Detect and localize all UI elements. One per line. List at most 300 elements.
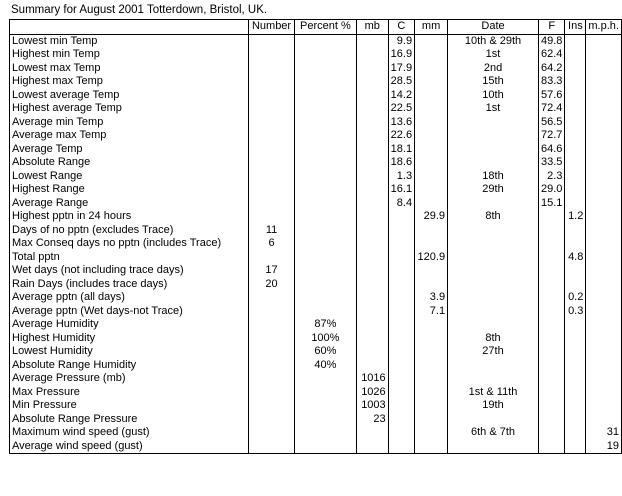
cell-c: 17.9 — [388, 62, 414, 76]
cell-percent — [295, 170, 357, 184]
cell-mb — [356, 183, 388, 197]
cell-c — [388, 440, 414, 454]
cell-number — [249, 399, 295, 413]
cell-mph — [586, 318, 622, 332]
header-row — [10, 20, 622, 35]
cell-f: 62.4 — [538, 48, 564, 62]
cell-mph — [586, 210, 622, 224]
cell-mb — [356, 440, 388, 454]
cell-mph — [586, 34, 622, 48]
cell-mph — [586, 48, 622, 62]
cell-number — [249, 345, 295, 359]
cell-f — [538, 440, 564, 454]
cell-number — [249, 210, 295, 224]
table-row — [10, 251, 622, 265]
cell-mph — [586, 251, 622, 265]
cell-number — [249, 291, 295, 305]
cell-ins — [565, 129, 586, 143]
cell-mph — [586, 129, 622, 143]
cell-mph — [586, 372, 622, 386]
table-row — [10, 291, 622, 305]
cell-number — [249, 197, 295, 211]
cell-date — [448, 143, 539, 157]
cell-f: 33.5 — [538, 156, 564, 170]
cell-c: 9.9 — [388, 34, 414, 48]
cell-percent — [295, 386, 357, 400]
cell-f: 64.2 — [538, 62, 564, 76]
cell-date — [448, 264, 539, 278]
cell-date — [448, 440, 539, 454]
cell-ins — [565, 426, 586, 440]
cell-number: 20 — [249, 278, 295, 292]
cell-number — [249, 386, 295, 400]
cell-f: 72.4 — [538, 102, 564, 116]
cell-percent — [295, 305, 357, 319]
cell-number — [249, 170, 295, 184]
header-number: Number — [249, 20, 295, 35]
cell-mb — [356, 102, 388, 116]
cell-date — [448, 116, 539, 130]
cell-ins — [565, 413, 586, 427]
cell-mm — [415, 183, 448, 197]
cell-mm — [415, 75, 448, 89]
cell-mb — [356, 318, 388, 332]
row-label: Rain Days (includes trace days) — [10, 278, 249, 292]
cell-mb — [356, 305, 388, 319]
cell-c — [388, 386, 414, 400]
cell-mb — [356, 224, 388, 238]
row-label: Highest min Temp — [10, 48, 249, 62]
cell-mph — [586, 116, 622, 130]
table-row — [10, 129, 622, 143]
cell-c — [388, 224, 414, 238]
cell-ins — [565, 440, 586, 454]
table-row — [10, 48, 622, 62]
cell-number — [249, 305, 295, 319]
cell-c — [388, 210, 414, 224]
cell-mm — [415, 62, 448, 76]
row-label: Average Temp — [10, 143, 249, 157]
cell-mb — [356, 89, 388, 103]
cell-mm — [415, 116, 448, 130]
cell-mm — [415, 34, 448, 48]
row-label: Highest pptn in 24 hours — [10, 210, 249, 224]
cell-mm — [415, 359, 448, 373]
cell-percent — [295, 251, 357, 265]
cell-mb — [356, 197, 388, 211]
cell-mm — [415, 278, 448, 292]
cell-mb: 1016 — [356, 372, 388, 386]
cell-mph — [586, 399, 622, 413]
row-label: Absolute Range — [10, 156, 249, 170]
cell-mm — [415, 129, 448, 143]
cell-percent — [295, 399, 357, 413]
cell-f — [538, 305, 564, 319]
cell-percent: 40% — [295, 359, 357, 373]
cell-c — [388, 278, 414, 292]
table-row — [10, 264, 622, 278]
row-label: Total pptn — [10, 251, 249, 265]
cell-ins — [565, 102, 586, 116]
cell-f — [538, 359, 564, 373]
cell-date — [448, 251, 539, 265]
header-mb: mb — [356, 20, 388, 35]
cell-number — [249, 251, 295, 265]
cell-date — [448, 237, 539, 251]
row-label: Average pptn (all days) — [10, 291, 249, 305]
cell-c: 22.5 — [388, 102, 414, 116]
cell-c — [388, 413, 414, 427]
cell-ins — [565, 75, 586, 89]
row-label: Min Pressure — [10, 399, 249, 413]
cell-mph: 19 — [586, 440, 622, 454]
cell-f — [538, 237, 564, 251]
cell-mb — [356, 34, 388, 48]
cell-f — [538, 345, 564, 359]
cell-percent: 87% — [295, 318, 357, 332]
cell-f: 83.3 — [538, 75, 564, 89]
cell-f: 64.6 — [538, 143, 564, 157]
cell-mb — [356, 116, 388, 130]
cell-f — [538, 318, 564, 332]
cell-mph — [586, 156, 622, 170]
cell-mm — [415, 48, 448, 62]
row-label: Highest Humidity — [10, 332, 249, 346]
cell-c — [388, 237, 414, 251]
cell-mb — [356, 75, 388, 89]
cell-percent — [295, 143, 357, 157]
cell-date: 8th — [448, 210, 539, 224]
table-row — [10, 62, 622, 76]
table-row — [10, 156, 622, 170]
cell-number — [249, 116, 295, 130]
cell-number — [249, 359, 295, 373]
cell-c — [388, 399, 414, 413]
cell-mph — [586, 183, 622, 197]
cell-percent — [295, 89, 357, 103]
cell-percent — [295, 278, 357, 292]
cell-c: 18.1 — [388, 143, 414, 157]
header-mph: m.p.h. — [586, 20, 622, 35]
cell-f — [538, 426, 564, 440]
header-label — [10, 20, 249, 35]
cell-percent — [295, 48, 357, 62]
cell-mm — [415, 426, 448, 440]
cell-f: 72.7 — [538, 129, 564, 143]
cell-mm — [415, 386, 448, 400]
cell-mb: 1026 — [356, 386, 388, 400]
cell-percent — [295, 156, 357, 170]
table-row — [10, 318, 622, 332]
cell-mb — [356, 359, 388, 373]
cell-date — [448, 129, 539, 143]
cell-mm — [415, 413, 448, 427]
row-label: Days of no pptn (excludes Trace) — [10, 224, 249, 238]
row-label: Average min Temp — [10, 116, 249, 130]
row-label: Max Conseq days no pptn (includes Trace) — [10, 237, 249, 251]
row-label: Highest average Temp — [10, 102, 249, 116]
cell-f — [538, 251, 564, 265]
table-row — [10, 305, 622, 319]
cell-mb: 23 — [356, 413, 388, 427]
cell-c — [388, 426, 414, 440]
table-row — [10, 399, 622, 413]
cell-c: 28.5 — [388, 75, 414, 89]
cell-ins — [565, 170, 586, 184]
cell-f — [538, 386, 564, 400]
cell-ins — [565, 143, 586, 157]
cell-percent — [295, 62, 357, 76]
cell-f — [538, 278, 564, 292]
cell-mm — [415, 237, 448, 251]
cell-number — [249, 372, 295, 386]
table-row — [10, 278, 622, 292]
row-label: Absolute Range Pressure — [10, 413, 249, 427]
cell-mm — [415, 318, 448, 332]
cell-mb — [356, 251, 388, 265]
header-ins: Ins — [565, 20, 586, 35]
cell-mm — [415, 170, 448, 184]
cell-c: 13.6 — [388, 116, 414, 130]
row-label: Wet days (not including trace days) — [10, 264, 249, 278]
cell-percent — [295, 372, 357, 386]
cell-percent — [295, 210, 357, 224]
cell-mb — [356, 170, 388, 184]
cell-f: 49.8 — [538, 34, 564, 48]
cell-c — [388, 345, 414, 359]
cell-c: 16.1 — [388, 183, 414, 197]
cell-date: 18th — [448, 170, 539, 184]
cell-percent: 100% — [295, 332, 357, 346]
cell-number — [249, 332, 295, 346]
summary-table — [9, 19, 622, 454]
cell-f — [538, 413, 564, 427]
cell-c: 18.6 — [388, 156, 414, 170]
cell-mb — [356, 129, 388, 143]
cell-mph — [586, 386, 622, 400]
cell-number — [249, 156, 295, 170]
cell-date: 15th — [448, 75, 539, 89]
cell-mm — [415, 224, 448, 238]
row-label: Lowest Range — [10, 170, 249, 184]
row-label: Lowest Humidity — [10, 345, 249, 359]
cell-f: 56.5 — [538, 116, 564, 130]
cell-mm — [415, 440, 448, 454]
cell-f — [538, 210, 564, 224]
row-label: Max Pressure — [10, 386, 249, 400]
cell-mb — [356, 278, 388, 292]
table-row — [10, 386, 622, 400]
cell-mph: 31 — [586, 426, 622, 440]
cell-f: 57.6 — [538, 89, 564, 103]
cell-percent — [295, 183, 357, 197]
header-percent: Percent % — [295, 20, 357, 35]
cell-number — [249, 440, 295, 454]
table-row — [10, 237, 622, 251]
row-label: Lowest min Temp — [10, 34, 249, 48]
row-label: Highest max Temp — [10, 75, 249, 89]
cell-mph — [586, 413, 622, 427]
cell-mb — [356, 237, 388, 251]
cell-percent — [295, 75, 357, 89]
page-title: Summary for August 2001 Totterdown, Bristol, UK. — [11, 4, 268, 16]
cell-percent — [295, 440, 357, 454]
cell-date: 27th — [448, 345, 539, 359]
cell-ins: 0.3 — [565, 305, 586, 319]
cell-number — [249, 426, 295, 440]
cell-mm — [415, 399, 448, 413]
cell-date — [448, 318, 539, 332]
cell-mm: 29.9 — [415, 210, 448, 224]
cell-date: 10th & 29th — [448, 34, 539, 48]
cell-f — [538, 264, 564, 278]
cell-ins — [565, 372, 586, 386]
cell-number — [249, 34, 295, 48]
table-row — [10, 413, 622, 427]
cell-date — [448, 413, 539, 427]
cell-number: 11 — [249, 224, 295, 238]
cell-date: 1st — [448, 48, 539, 62]
cell-ins: 1.2 — [565, 210, 586, 224]
table-row — [10, 34, 622, 48]
cell-mm: 3.9 — [415, 291, 448, 305]
cell-date — [448, 291, 539, 305]
cell-number: 6 — [249, 237, 295, 251]
cell-number — [249, 62, 295, 76]
cell-ins — [565, 156, 586, 170]
cell-date — [448, 359, 539, 373]
cell-c — [388, 264, 414, 278]
table-row — [10, 197, 622, 211]
cell-c: 22.6 — [388, 129, 414, 143]
cell-c — [388, 318, 414, 332]
cell-mph — [586, 102, 622, 116]
cell-date: 10th — [448, 89, 539, 103]
cell-ins — [565, 386, 586, 400]
row-label: Lowest max Temp — [10, 62, 249, 76]
row-label: Average Pressure (mb) — [10, 372, 249, 386]
cell-date: 19th — [448, 399, 539, 413]
cell-mb: 1003 — [356, 399, 388, 413]
cell-mm — [415, 264, 448, 278]
header-c: C — [388, 20, 414, 35]
cell-mph — [586, 143, 622, 157]
cell-mm: 7.1 — [415, 305, 448, 319]
cell-percent — [295, 116, 357, 130]
table-row — [10, 372, 622, 386]
row-label: Maximum wind speed (gust) — [10, 426, 249, 440]
cell-mph — [586, 305, 622, 319]
cell-percent — [295, 264, 357, 278]
table-row — [10, 102, 622, 116]
cell-number — [249, 143, 295, 157]
cell-mm — [415, 332, 448, 346]
cell-date: 1st — [448, 102, 539, 116]
cell-mb — [356, 291, 388, 305]
cell-ins — [565, 264, 586, 278]
cell-date — [448, 372, 539, 386]
row-label: Average Range — [10, 197, 249, 211]
cell-mph — [586, 332, 622, 346]
cell-c — [388, 291, 414, 305]
cell-mb — [356, 426, 388, 440]
cell-mb — [356, 264, 388, 278]
cell-date — [448, 156, 539, 170]
cell-ins: 0.2 — [565, 291, 586, 305]
cell-mph — [586, 197, 622, 211]
table-row — [10, 75, 622, 89]
cell-c: 14.2 — [388, 89, 414, 103]
cell-ins — [565, 89, 586, 103]
cell-c — [388, 372, 414, 386]
cell-percent — [295, 413, 357, 427]
cell-mm — [415, 143, 448, 157]
cell-mph — [586, 291, 622, 305]
cell-mm — [415, 345, 448, 359]
cell-date: 6th & 7th — [448, 426, 539, 440]
cell-mb — [356, 345, 388, 359]
header-date: Date — [448, 20, 539, 35]
cell-f: 29.0 — [538, 183, 564, 197]
cell-mph — [586, 237, 622, 251]
table-row — [10, 143, 622, 157]
cell-percent — [295, 224, 357, 238]
cell-c: 8.4 — [388, 197, 414, 211]
cell-mph — [586, 170, 622, 184]
cell-c — [388, 359, 414, 373]
cell-ins — [565, 278, 586, 292]
cell-number — [249, 129, 295, 143]
cell-date: 8th — [448, 332, 539, 346]
cell-ins — [565, 34, 586, 48]
cell-f — [538, 224, 564, 238]
row-label: Highest Range — [10, 183, 249, 197]
cell-c: 16.9 — [388, 48, 414, 62]
cell-mm: 120.9 — [415, 251, 448, 265]
cell-number — [249, 413, 295, 427]
cell-percent — [295, 197, 357, 211]
cell-date: 1st & 11th — [448, 386, 539, 400]
cell-f: 15.1 — [538, 197, 564, 211]
cell-ins — [565, 399, 586, 413]
table-row — [10, 170, 622, 184]
cell-ins — [565, 318, 586, 332]
table-row — [10, 426, 622, 440]
table-row — [10, 89, 622, 103]
cell-mph — [586, 278, 622, 292]
cell-mb — [356, 156, 388, 170]
header-f: F — [538, 20, 564, 35]
cell-number — [249, 89, 295, 103]
cell-c — [388, 305, 414, 319]
cell-f — [538, 372, 564, 386]
cell-mph — [586, 345, 622, 359]
cell-number — [249, 318, 295, 332]
header-mm: mm — [415, 20, 448, 35]
cell-ins — [565, 48, 586, 62]
cell-percent — [295, 237, 357, 251]
cell-mm — [415, 372, 448, 386]
cell-date: 2nd — [448, 62, 539, 76]
cell-mb — [356, 143, 388, 157]
cell-f — [538, 332, 564, 346]
table-row — [10, 116, 622, 130]
cell-mph — [586, 89, 622, 103]
cell-mm — [415, 156, 448, 170]
table-row — [10, 345, 622, 359]
cell-number — [249, 183, 295, 197]
cell-percent — [295, 34, 357, 48]
